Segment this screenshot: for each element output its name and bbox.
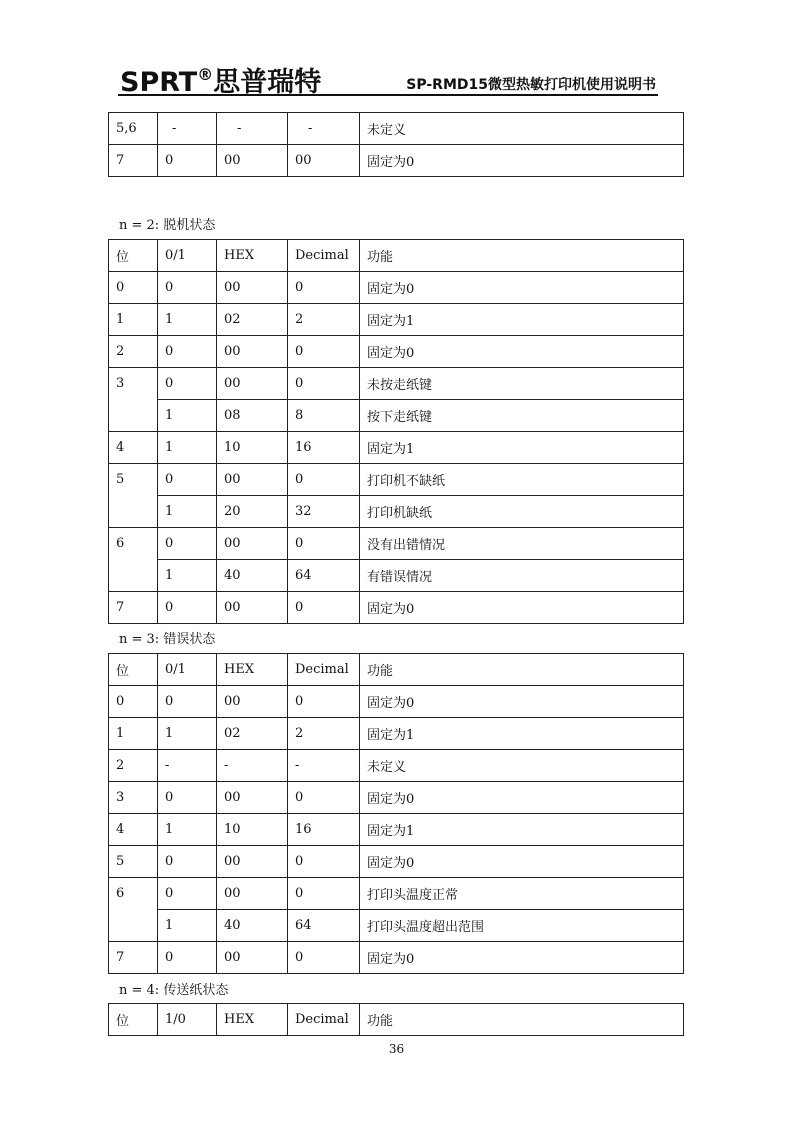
table-row bbox=[109, 464, 684, 496]
cell-value: 0 bbox=[158, 145, 217, 177]
table-row bbox=[109, 145, 684, 177]
cell-bit: 5,6 bbox=[109, 113, 158, 145]
cell-bit: 3 bbox=[109, 782, 158, 814]
document-title: SP-RMD15微型热敏打印机使用说明书 bbox=[406, 77, 656, 93]
table-row bbox=[109, 336, 684, 368]
cell-value: 1 bbox=[158, 496, 217, 528]
cell-function: 固定为0 bbox=[360, 272, 684, 304]
cell-function: 固定为1 bbox=[360, 304, 684, 336]
column-header-value: 0/1 bbox=[158, 654, 217, 686]
cell-bit: 0 bbox=[109, 272, 158, 304]
table-previous-continued bbox=[108, 112, 684, 177]
column-header-hex: HEX bbox=[217, 240, 288, 272]
header-rule bbox=[118, 94, 658, 96]
table-row bbox=[109, 814, 684, 846]
cell-decimal: 2 bbox=[288, 718, 360, 750]
cell-hex: 00 bbox=[217, 272, 288, 304]
column-header-value: 0/1 bbox=[158, 240, 217, 272]
cell-decimal: 2 bbox=[288, 304, 360, 336]
table-row bbox=[109, 686, 684, 718]
cell-function: 没有出错情况 bbox=[360, 528, 684, 560]
cell-decimal: 0 bbox=[288, 528, 360, 560]
cell-value: 0 bbox=[158, 336, 217, 368]
cell-function: 按下走纸键 bbox=[360, 400, 684, 432]
cell-value: - bbox=[158, 750, 217, 782]
cell-function: 固定为0 bbox=[360, 942, 684, 974]
page-number: 36 bbox=[388, 1042, 405, 1056]
cell-value: 0 bbox=[158, 686, 217, 718]
cell-decimal: 64 bbox=[288, 560, 360, 592]
cell-function: 打印机缺纸 bbox=[360, 496, 684, 528]
table-row bbox=[109, 750, 684, 782]
cell-value: 0 bbox=[158, 368, 217, 400]
cell-function: 固定为1 bbox=[360, 432, 684, 464]
cell-function: 固定为0 bbox=[360, 336, 684, 368]
cell-function: 打印头温度超出范围 bbox=[360, 910, 684, 942]
cell-hex: 00 bbox=[217, 145, 288, 177]
cell-bit: 7 bbox=[109, 942, 158, 974]
cell-decimal: 0 bbox=[288, 686, 360, 718]
cell-function: 未按走纸键 bbox=[360, 368, 684, 400]
cell-hex: 00 bbox=[217, 942, 288, 974]
cell-hex: 00 bbox=[217, 878, 288, 910]
table-row bbox=[109, 400, 684, 432]
cell-value: 0 bbox=[158, 592, 217, 624]
cell-hex: 10 bbox=[217, 432, 288, 464]
cell-hex: - bbox=[217, 113, 288, 145]
cell-value: 0 bbox=[158, 942, 217, 974]
cell-function: 固定为0 bbox=[360, 846, 684, 878]
column-header-bit: 位 bbox=[109, 240, 158, 272]
cell-hex: 02 bbox=[217, 304, 288, 336]
cell-decimal: 32 bbox=[288, 496, 360, 528]
cell-value: 1 bbox=[158, 718, 217, 750]
table-offline-status bbox=[108, 239, 684, 624]
cell-hex: 10 bbox=[217, 814, 288, 846]
cell-bit: 1 bbox=[109, 304, 158, 336]
table-row bbox=[109, 496, 684, 528]
cell-decimal: - bbox=[288, 113, 360, 145]
cell-decimal: 00 bbox=[288, 145, 360, 177]
section-label-error-status: n = 3: 错误状态 bbox=[119, 632, 216, 647]
cell-hex: 00 bbox=[217, 592, 288, 624]
table-row bbox=[109, 272, 684, 304]
column-header-hex: HEX bbox=[217, 1004, 288, 1036]
cell-hex: 02 bbox=[217, 718, 288, 750]
cell-function: 打印机不缺纸 bbox=[360, 464, 684, 496]
cell-decimal: 16 bbox=[288, 814, 360, 846]
cell-hex: 00 bbox=[217, 368, 288, 400]
cell-value: 0 bbox=[158, 528, 217, 560]
column-header-value: 1/0 bbox=[158, 1004, 217, 1036]
cell-hex: 00 bbox=[217, 782, 288, 814]
cell-decimal: 0 bbox=[288, 878, 360, 910]
cell-hex: - bbox=[217, 750, 288, 782]
cell-bit: 7 bbox=[109, 592, 158, 624]
table-row bbox=[109, 304, 684, 336]
page-header bbox=[118, 58, 658, 96]
registered-mark: ® bbox=[197, 65, 214, 84]
table-row bbox=[109, 368, 684, 400]
cell-decimal: 0 bbox=[288, 272, 360, 304]
cell-value: 0 bbox=[158, 846, 217, 878]
table-paper-transport-status bbox=[108, 1003, 684, 1036]
table-row bbox=[109, 782, 684, 814]
column-header-function: 功能 bbox=[360, 1004, 684, 1036]
cell-decimal: 8 bbox=[288, 400, 360, 432]
table-row bbox=[109, 560, 684, 592]
column-header-function: 功能 bbox=[360, 654, 684, 686]
cell-value: 1 bbox=[158, 304, 217, 336]
cell-bit: 0 bbox=[109, 686, 158, 718]
cell-value: 1 bbox=[158, 400, 217, 432]
cell-bit: 5 bbox=[109, 846, 158, 878]
table-row bbox=[109, 432, 684, 464]
cell-function: 固定为0 bbox=[360, 592, 684, 624]
section-label-offline-status: n = 2: 脱机状态 bbox=[119, 218, 216, 233]
cell-hex: 00 bbox=[217, 846, 288, 878]
cell-decimal: 0 bbox=[288, 942, 360, 974]
cell-function: 未定义 bbox=[360, 113, 684, 145]
cell-decimal: 16 bbox=[288, 432, 360, 464]
cell-function: 固定为0 bbox=[360, 145, 684, 177]
table-error-status bbox=[108, 653, 684, 974]
cell-function: 固定为1 bbox=[360, 814, 684, 846]
column-header-bit: 位 bbox=[109, 654, 158, 686]
table-row bbox=[109, 942, 684, 974]
cell-hex: 20 bbox=[217, 496, 288, 528]
cell-bit: 3 bbox=[109, 368, 158, 432]
cell-decimal: 0 bbox=[288, 592, 360, 624]
cell-decimal: 64 bbox=[288, 910, 360, 942]
cell-bit: 6 bbox=[109, 528, 158, 592]
table-row bbox=[109, 878, 684, 910]
cell-hex: 00 bbox=[217, 464, 288, 496]
cell-bit: 6 bbox=[109, 878, 158, 942]
column-header-decimal: Decimal bbox=[288, 1004, 360, 1036]
cell-bit: 2 bbox=[109, 336, 158, 368]
table-row bbox=[109, 846, 684, 878]
cell-bit: 5 bbox=[109, 464, 158, 528]
table-row bbox=[109, 910, 684, 942]
cell-decimal: 0 bbox=[288, 846, 360, 878]
column-header-hex: HEX bbox=[217, 654, 288, 686]
cell-hex: 00 bbox=[217, 336, 288, 368]
table-row bbox=[109, 528, 684, 560]
cell-decimal: 0 bbox=[288, 464, 360, 496]
brand-name: SPRT bbox=[120, 67, 198, 98]
cell-value: 1 bbox=[158, 560, 217, 592]
cell-hex: 00 bbox=[217, 528, 288, 560]
cell-value: 1 bbox=[158, 910, 217, 942]
cell-function: 打印头温度正常 bbox=[360, 878, 684, 910]
table-header-row bbox=[109, 240, 684, 272]
cell-bit: 2 bbox=[109, 750, 158, 782]
cell-decimal: 0 bbox=[288, 336, 360, 368]
cell-function: 固定为0 bbox=[360, 782, 684, 814]
cell-bit: 7 bbox=[109, 145, 158, 177]
cell-decimal: - bbox=[288, 750, 360, 782]
column-header-decimal: Decimal bbox=[288, 654, 360, 686]
cell-hex: 40 bbox=[217, 910, 288, 942]
cell-value: 1 bbox=[158, 432, 217, 464]
cell-function: 有错误情况 bbox=[360, 560, 684, 592]
cell-bit: 4 bbox=[109, 814, 158, 846]
brand-name-cn: 思普瑞特 bbox=[213, 67, 322, 98]
cell-value: 0 bbox=[158, 464, 217, 496]
cell-value: 1 bbox=[158, 814, 217, 846]
cell-decimal: 0 bbox=[288, 368, 360, 400]
section-label-paper-transport-status: n = 4: 传送纸状态 bbox=[119, 983, 229, 998]
cell-hex: 40 bbox=[217, 560, 288, 592]
column-header-function: 功能 bbox=[360, 240, 684, 272]
cell-bit: 1 bbox=[109, 718, 158, 750]
table-header-row bbox=[109, 1004, 684, 1036]
column-header-decimal: Decimal bbox=[288, 240, 360, 272]
cell-function: 固定为0 bbox=[360, 686, 684, 718]
cell-hex: 08 bbox=[217, 400, 288, 432]
table-row bbox=[109, 592, 684, 624]
cell-value: - bbox=[158, 113, 217, 145]
cell-value: 0 bbox=[158, 272, 217, 304]
cell-decimal: 0 bbox=[288, 782, 360, 814]
table-header-row bbox=[109, 654, 684, 686]
cell-function: 未定义 bbox=[360, 750, 684, 782]
cell-hex: 00 bbox=[217, 686, 288, 718]
cell-value: 0 bbox=[158, 878, 217, 910]
table-row bbox=[109, 113, 684, 145]
table-row bbox=[109, 718, 684, 750]
cell-value: 0 bbox=[158, 782, 217, 814]
column-header-bit: 位 bbox=[109, 1004, 158, 1036]
cell-bit: 4 bbox=[109, 432, 158, 464]
cell-function: 固定为1 bbox=[360, 718, 684, 750]
